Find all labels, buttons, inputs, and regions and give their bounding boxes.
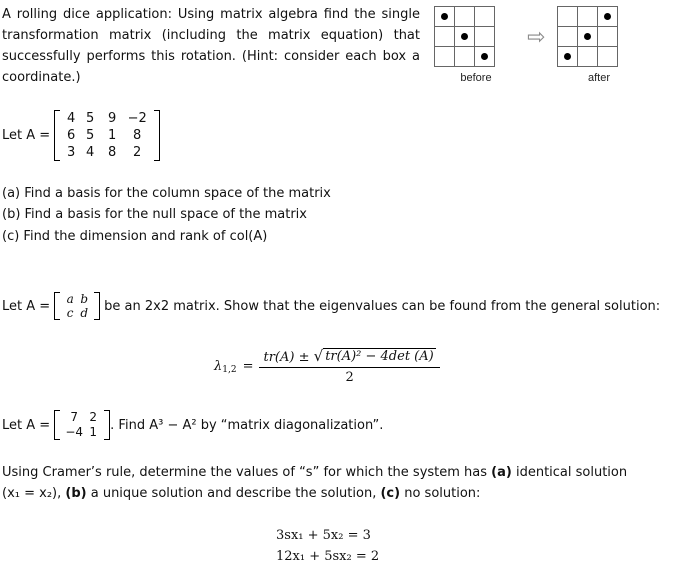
pip-dot: [604, 13, 611, 20]
matrix-entry: d: [80, 306, 89, 320]
matrix-entry: 9: [108, 111, 117, 126]
q4-line2-start: (x₁ = x₂),: [2, 486, 62, 501]
pip-dot: [461, 33, 468, 40]
matrix-entry: 8: [108, 145, 117, 160]
matrix-entry: c: [66, 306, 74, 320]
matrix-entry: 6: [67, 128, 76, 143]
after-grid: [557, 6, 618, 67]
matrix-entry: −2: [127, 111, 147, 126]
matrix-entry: 7: [70, 410, 78, 424]
matrix-entry: 3: [67, 145, 76, 160]
q2-line: [2, 292, 660, 320]
lambda-subscript: 1,2: [222, 364, 237, 375]
q4-line1-end: identical solution: [515, 465, 628, 480]
matrix-a: [54, 110, 160, 161]
matrix-a-2x2: [54, 410, 110, 440]
intro-paragraph: A rolling dice application: Using matrix algebra find the single transformation matrix (including the matrix equation) that successfully performs this rotation. (Hint: consider each box a coordinate.): [2, 7, 420, 85]
q2-suffix: be an 2x2 matrix. Show that the eigenvalues can be found from the general solution:: [104, 298, 661, 314]
q4-label-b: (b): [65, 486, 87, 501]
matrix-entry: 2: [133, 145, 142, 160]
pip-dot: [481, 53, 488, 60]
q4-line2-mid: a unique solution and describe the solution,: [90, 486, 377, 501]
q4-label-a: (a): [491, 465, 512, 480]
formula-fraction: tr(A) ± √ tr(A)² − 4det (A) 2: [259, 348, 439, 385]
matrix-entry: 2: [89, 410, 97, 424]
before-grid: [434, 6, 495, 67]
q2-prefix: Let A =: [2, 298, 51, 314]
matrix-entry: 4: [67, 111, 76, 126]
eigenvalue-formula: [214, 348, 440, 385]
matrix-entry: 5: [86, 111, 95, 126]
before-caption: before: [460, 72, 492, 84]
matrix-entry: 1: [89, 425, 97, 439]
q1-item-b: (b) Find a basis for the null space of the matrix: [2, 207, 307, 222]
q1-item-a: (a) Find a basis for the column space of the matrix: [2, 186, 331, 201]
q4-line2: [2, 483, 480, 504]
q4-label-c: (c): [380, 486, 401, 501]
q1-prefix: Let A =: [2, 128, 51, 143]
pip-dot: [564, 53, 571, 60]
equals-sign: =: [242, 359, 254, 374]
equation-2: 12x₁ + 5sx₂ = 2: [276, 549, 380, 564]
pip-dot: [584, 33, 591, 40]
matrix-abcd: [54, 292, 100, 320]
pip-dot: [441, 13, 448, 20]
q3-prefix: Let A =: [2, 417, 51, 433]
matrix-entry: −4: [65, 425, 84, 439]
formula-denominator: 2: [345, 370, 354, 385]
matrix-entry: 8: [133, 128, 142, 143]
formula-sqrt: tr(A)² − 4det (A): [325, 349, 434, 364]
equation-1: 3sx₁ + 5x₂ = 3: [276, 528, 371, 543]
lambda-symbol: λ: [214, 359, 223, 374]
q3-line: [2, 410, 383, 440]
matrix-entry: a: [66, 292, 74, 306]
q1-matrix-line: [2, 110, 160, 161]
q4-line1: [2, 462, 627, 483]
formula-numerator-left: tr(A) ±: [263, 350, 314, 365]
q3-suffix: . Find A³ − A² by “matrix diagonalization”.: [110, 417, 384, 433]
q1-item-c: (c) Find the dimension and rank of col(A): [2, 229, 268, 244]
matrix-entry: 4: [86, 145, 95, 160]
matrix-entry: b: [80, 292, 89, 306]
matrix-entry: 5: [86, 128, 95, 143]
after-caption: after: [587, 72, 610, 84]
matrix-entry: 1: [108, 128, 117, 143]
q4-line1-text: Using Cramer’s rule, determine the values of “s” for which the system has: [2, 465, 488, 480]
q4-line2-end: no solution:: [404, 486, 481, 501]
arrow-icon: ⇨: [527, 25, 546, 50]
